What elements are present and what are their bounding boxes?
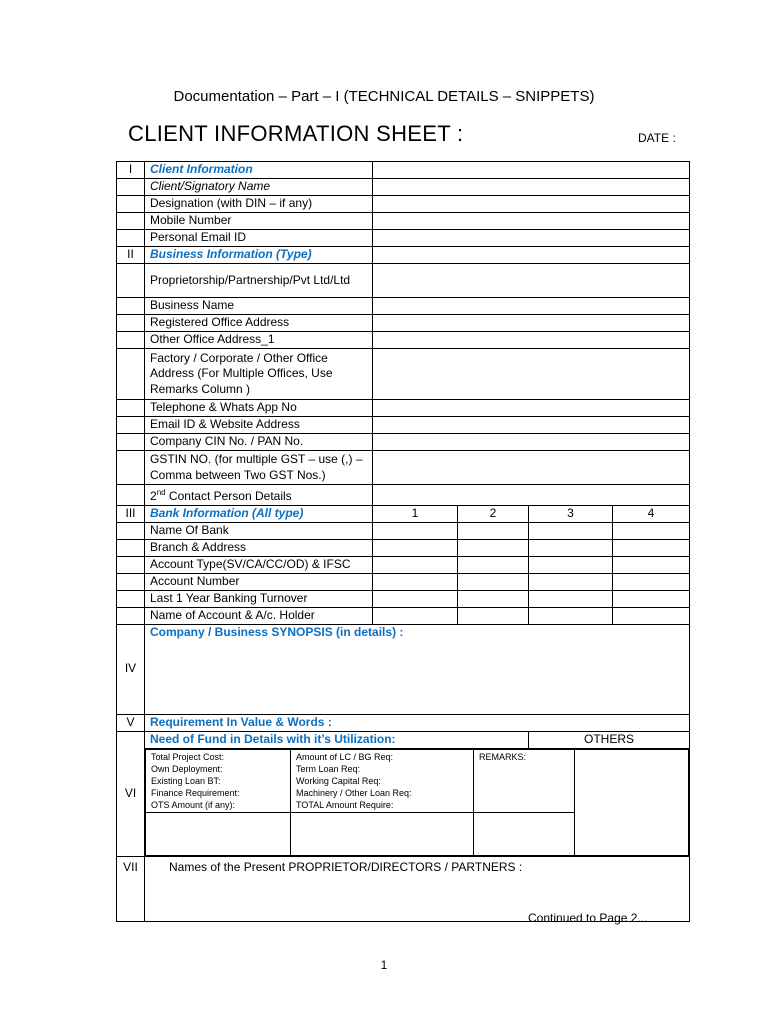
bank-cell[interactable] bbox=[613, 556, 690, 573]
field-label: Last 1 Year Banking Turnover bbox=[145, 590, 373, 607]
bank-row bbox=[117, 539, 690, 556]
fund-item: Total Project Cost: bbox=[151, 751, 225, 762]
value-cell[interactable] bbox=[373, 400, 690, 417]
fund-details-row bbox=[117, 748, 690, 856]
contact-suffix: nd bbox=[156, 488, 166, 497]
page-number: 1 bbox=[380, 958, 388, 972]
bank-column-header: 3 bbox=[529, 505, 613, 522]
field-row bbox=[117, 298, 690, 315]
contact-prefix: 2 bbox=[150, 489, 157, 503]
section-title: Bank Information (All type) bbox=[145, 505, 373, 522]
bank-cell[interactable] bbox=[613, 607, 690, 624]
field-label: Telephone & Whats App No bbox=[145, 400, 373, 417]
section-number: I bbox=[117, 162, 145, 179]
sheet-title: CLIENT INFORMATION SHEET : bbox=[128, 121, 464, 146]
fund-item: Amount of LC / BG Req: bbox=[296, 751, 394, 762]
value-cell[interactable] bbox=[373, 349, 690, 400]
fund-item: OTS Amount (if any): bbox=[151, 799, 236, 810]
value-cell[interactable] bbox=[373, 179, 690, 196]
field-label: Designation (with DIN – if any) bbox=[145, 196, 373, 213]
others-cell[interactable] bbox=[575, 749, 689, 855]
field-row bbox=[117, 434, 690, 451]
field-label: GSTIN NO. (for multiple GST – use (,) – Comma between Two GST Nos.) bbox=[145, 451, 373, 485]
bank-cell[interactable] bbox=[613, 590, 690, 607]
bank-cell[interactable] bbox=[458, 590, 529, 607]
field-row bbox=[117, 451, 690, 485]
section-number: III bbox=[117, 505, 145, 522]
bank-cell[interactable] bbox=[529, 607, 613, 624]
section-row bbox=[117, 731, 690, 748]
requirement-field[interactable]: Requirement In Value & Words : bbox=[145, 714, 690, 731]
field-row bbox=[117, 332, 690, 349]
value-cell[interactable] bbox=[373, 485, 690, 506]
bank-cell[interactable] bbox=[529, 522, 613, 539]
contact-label: Contact Person Details bbox=[165, 489, 292, 503]
bank-cell[interactable] bbox=[458, 522, 529, 539]
others-label: OTHERS bbox=[529, 731, 690, 748]
section-number: VII bbox=[117, 856, 145, 921]
bank-cell[interactable] bbox=[373, 573, 458, 590]
fund-item: Working Capital Req: bbox=[296, 775, 381, 786]
bank-cell[interactable] bbox=[373, 522, 458, 539]
date-label: DATE : bbox=[638, 131, 676, 145]
section-number: V bbox=[117, 714, 145, 731]
section-title: Business Information (Type) bbox=[145, 247, 373, 264]
fund-list-col2[interactable] bbox=[291, 749, 474, 812]
section-title: Need of Fund in Details with it’s Utilization: bbox=[145, 731, 529, 748]
fund-details-table bbox=[145, 749, 689, 856]
field-label: Other Office Address_1 bbox=[145, 332, 373, 349]
field-label: Name Of Bank bbox=[145, 522, 373, 539]
bank-cell[interactable] bbox=[458, 607, 529, 624]
fund-item: Machinery / Other Loan Req: bbox=[296, 787, 412, 798]
bank-row bbox=[117, 573, 690, 590]
fund-item: Term Loan Req: bbox=[296, 763, 361, 774]
document-title: Documentation – Part – I (TECHNICAL DETAILS – SNIPPETS) bbox=[173, 88, 595, 105]
field-label: Client/Signatory Name bbox=[145, 179, 373, 196]
bank-column-header: 2 bbox=[458, 505, 529, 522]
fund-item: Existing Loan BT: bbox=[151, 775, 221, 786]
bank-cell[interactable] bbox=[373, 539, 458, 556]
directors-area[interactable]: Names of the Present PROPRIETOR/DIRECTORS / PARTNERS : bbox=[145, 856, 690, 921]
section-number: II bbox=[117, 247, 145, 264]
bank-column-header: 1 bbox=[373, 505, 458, 522]
fund-value-cell[interactable] bbox=[146, 812, 291, 855]
value-cell[interactable] bbox=[373, 332, 690, 349]
field-label: Email ID & Website Address bbox=[145, 417, 373, 434]
synopsis-area[interactable]: Company / Business SYNOPSIS (in details) : bbox=[145, 624, 690, 714]
remarks-label: REMARKS: bbox=[479, 751, 527, 762]
field-row bbox=[117, 485, 690, 506]
section-number: IV bbox=[117, 624, 145, 714]
bank-cell[interactable] bbox=[613, 573, 690, 590]
value-cell[interactable] bbox=[373, 434, 690, 451]
continued-note: Continued to Page 2... bbox=[528, 911, 648, 925]
field-label: Name of Account & A/c. Holder bbox=[145, 607, 373, 624]
field-label: Account Type(SV/CA/CC/OD) & IFSC bbox=[145, 556, 373, 573]
value-cell[interactable] bbox=[373, 315, 690, 332]
bank-cell[interactable] bbox=[458, 539, 529, 556]
bank-cell[interactable] bbox=[458, 573, 529, 590]
section-row bbox=[117, 624, 690, 714]
remarks-cell[interactable] bbox=[474, 749, 575, 812]
section-row bbox=[117, 714, 690, 731]
value-cell[interactable] bbox=[373, 213, 690, 230]
bank-row bbox=[117, 556, 690, 573]
bank-row bbox=[117, 522, 690, 539]
section-row bbox=[117, 247, 690, 264]
bank-cell[interactable] bbox=[373, 590, 458, 607]
value-cell[interactable] bbox=[373, 247, 690, 264]
field-row bbox=[117, 315, 690, 332]
field-label: Business Name bbox=[145, 298, 373, 315]
bank-cell[interactable] bbox=[613, 539, 690, 556]
bank-cell[interactable] bbox=[613, 522, 690, 539]
fund-item: TOTAL Amount Require: bbox=[296, 799, 394, 810]
bank-cell[interactable] bbox=[529, 590, 613, 607]
section-row bbox=[117, 505, 690, 522]
field-label: Company CIN No. / PAN No. bbox=[145, 434, 373, 451]
bank-row bbox=[117, 590, 690, 607]
field-label: Branch & Address bbox=[145, 539, 373, 556]
field-label: Factory / Corporate / Other Office Address (For Multiple Offices, Use Remarks Column ) bbox=[145, 349, 373, 400]
section-row bbox=[117, 162, 690, 179]
fund-value-cell[interactable] bbox=[474, 812, 575, 855]
field-row bbox=[117, 417, 690, 434]
field-label: Account Number bbox=[145, 573, 373, 590]
value-cell[interactable] bbox=[373, 162, 690, 179]
value-cell[interactable] bbox=[373, 264, 690, 298]
field-row bbox=[117, 196, 690, 213]
section-title: Client Information bbox=[145, 162, 373, 179]
field-row bbox=[117, 230, 690, 247]
field-row bbox=[117, 213, 690, 230]
bank-cell[interactable] bbox=[458, 556, 529, 573]
field-label bbox=[145, 485, 373, 506]
fund-value-cell[interactable] bbox=[291, 812, 474, 855]
value-cell[interactable] bbox=[373, 230, 690, 247]
bank-column-header: 4 bbox=[613, 505, 690, 522]
value-cell[interactable] bbox=[373, 298, 690, 315]
bank-cell[interactable] bbox=[373, 607, 458, 624]
field-label: Registered Office Address bbox=[145, 315, 373, 332]
fund-item: Finance Requirement: bbox=[151, 787, 240, 798]
fund-item: Own Deployment: bbox=[151, 763, 223, 774]
bank-cell[interactable] bbox=[529, 573, 613, 590]
field-label: Proprietorship/Partnership/Pvt Ltd/Ltd bbox=[145, 264, 373, 298]
bank-cell[interactable] bbox=[373, 556, 458, 573]
field-label: Mobile Number bbox=[145, 213, 373, 230]
client-information-form bbox=[116, 161, 690, 922]
bank-row bbox=[117, 607, 690, 624]
value-cell[interactable] bbox=[373, 417, 690, 434]
value-cell[interactable] bbox=[373, 196, 690, 213]
value-cell[interactable] bbox=[373, 451, 690, 485]
field-row bbox=[117, 349, 690, 400]
fund-list-col1[interactable] bbox=[146, 749, 291, 812]
bank-cell[interactable] bbox=[529, 556, 613, 573]
section-number: VI bbox=[117, 731, 145, 856]
bank-cell[interactable] bbox=[529, 539, 613, 556]
field-row bbox=[117, 264, 690, 298]
field-label: Personal Email ID bbox=[145, 230, 373, 247]
field-row bbox=[117, 400, 690, 417]
field-row bbox=[117, 179, 690, 196]
